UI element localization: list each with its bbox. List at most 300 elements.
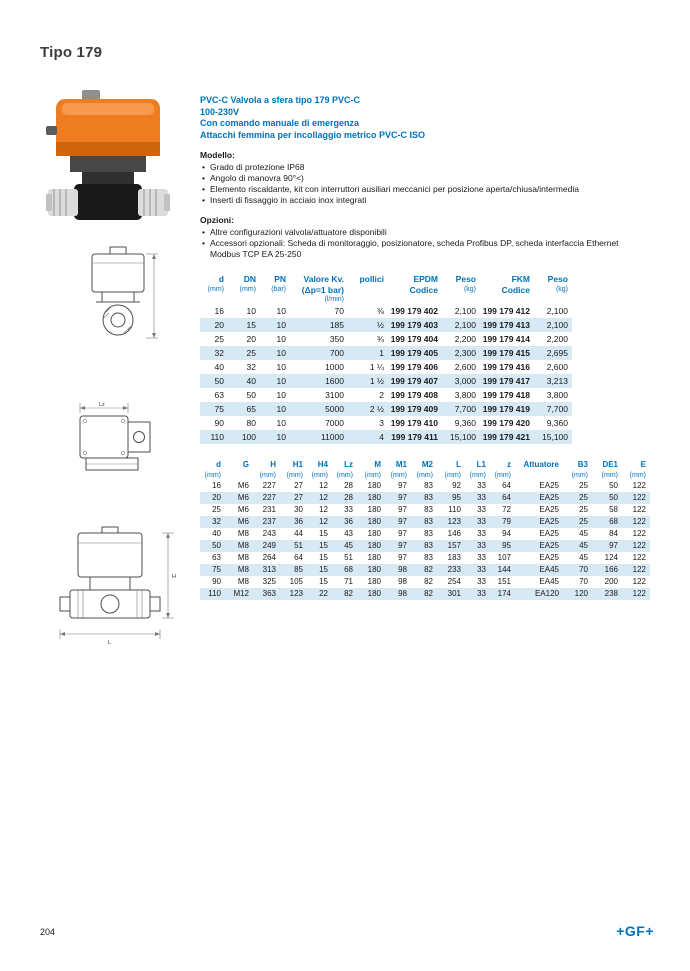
table-cell: 107 <box>497 553 511 562</box>
heading-line: Attacchi femmina per incollaggio metrico PVC-C ISO <box>200 129 426 140</box>
column-header: (mm) <box>469 471 486 479</box>
table-cell: 199 179 414 <box>482 334 530 344</box>
table-cell: 180 <box>367 565 381 574</box>
column-header <box>534 295 572 304</box>
table-cell: 124 <box>604 553 618 562</box>
table-cell: 45 <box>579 553 588 562</box>
table-cell: 199 179 404 <box>390 334 438 344</box>
column-header: pollici <box>359 274 384 284</box>
table-cell: 180 <box>367 517 381 526</box>
column-header <box>348 285 388 296</box>
table-cell: 33 <box>477 577 486 586</box>
table-cell: 110 <box>210 432 224 442</box>
product-heading <box>200 95 662 141</box>
table-cell: 63 <box>214 390 224 400</box>
table-cell: 122 <box>632 577 646 586</box>
column-header: (l/min) <box>324 296 344 303</box>
column-header: M <box>374 460 381 469</box>
bullet-item: • Inserti di fissaggio in acciaio inox integrati <box>200 195 640 206</box>
table-cell: 9,360 <box>546 418 568 428</box>
table-cell: 15,100 <box>542 432 568 442</box>
table-cell: 243 <box>262 529 276 538</box>
table-cell: 58 <box>609 505 618 514</box>
column-header <box>515 471 563 480</box>
table-cell: 122 <box>632 553 646 562</box>
table-cell: 199 179 421 <box>482 432 530 442</box>
table-cell: 45 <box>579 529 588 538</box>
table-cell: 3,800 <box>454 390 476 400</box>
table-row <box>200 564 650 576</box>
technical-drawing-front <box>84 246 162 344</box>
table-cell: ½ <box>376 320 384 330</box>
column-header: EPDM <box>413 274 438 284</box>
table-cell: 70 <box>334 306 344 316</box>
column-header: z <box>507 460 511 469</box>
table-cell: 350 <box>329 334 344 344</box>
table-cell: 45 <box>579 541 588 550</box>
table-cell: 146 <box>447 529 461 538</box>
page-number: 204 <box>40 927 56 937</box>
product-photo <box>46 90 170 240</box>
table-cell: 33 <box>477 589 486 598</box>
column-header <box>388 295 442 304</box>
table-cell: 180 <box>367 493 381 502</box>
table-cell: 98 <box>398 589 407 598</box>
table-cell: 25 <box>579 517 588 526</box>
table-cell: 75 <box>212 565 221 574</box>
table-cell: 22 <box>319 589 328 598</box>
table-cell: 33 <box>477 481 486 490</box>
table-cell: 199 179 418 <box>482 390 530 400</box>
table-cell: 95 <box>502 541 511 550</box>
table-cell: 7000 <box>325 418 344 428</box>
table-body <box>200 480 650 600</box>
column-header <box>442 295 480 304</box>
table-cell: 90 <box>214 418 224 428</box>
table-cell: 33 <box>344 505 353 514</box>
table-cell: EA25 <box>539 529 559 538</box>
spec-table-codes <box>200 274 572 444</box>
table-cell: 12 <box>319 493 328 502</box>
table-cell: 151 <box>497 577 511 586</box>
table-cell: 2,200 <box>454 334 476 344</box>
table-row <box>200 346 572 360</box>
table-cell: 4 <box>379 432 384 442</box>
table-cell: 231 <box>262 505 276 514</box>
table-cell: 84 <box>609 529 618 538</box>
table-cell: 15 <box>319 529 328 538</box>
table-row <box>200 388 572 402</box>
table-cell: 83 <box>424 517 433 526</box>
table-cell: 233 <box>447 565 461 574</box>
table-cell: 12 <box>319 505 328 514</box>
table-cell: 51 <box>294 541 303 550</box>
table-cell: 10 <box>276 320 286 330</box>
heading-line: 100-230V <box>200 106 240 117</box>
table-row <box>200 430 572 444</box>
table-cell: 43 <box>344 529 353 538</box>
table-row <box>200 416 572 430</box>
column-header: (mm) <box>571 471 588 479</box>
table-cell: 122 <box>632 505 646 514</box>
table-cell: 122 <box>632 541 646 550</box>
table-cell: 2,600 <box>454 362 476 372</box>
table-cell: 97 <box>398 517 407 526</box>
table-cell: M8 <box>237 577 249 586</box>
column-header: (mm) <box>629 471 646 479</box>
table-row <box>200 576 650 588</box>
table-row <box>200 332 572 346</box>
table-cell: 70 <box>579 577 588 586</box>
table-row <box>200 552 650 564</box>
table-cell: 25 <box>579 493 588 502</box>
table-cell: 20 <box>214 320 224 330</box>
table-cell: 199 179 405 <box>390 348 438 358</box>
table-cell: 254 <box>447 577 461 586</box>
table-cell: 36 <box>294 517 303 526</box>
modello-label: Modello: <box>200 150 235 160</box>
table-cell: 10 <box>276 306 286 316</box>
table-cell: 700 <box>329 348 344 358</box>
dim-label-l: L <box>108 640 112 646</box>
column-header <box>228 295 260 304</box>
table-cell: M8 <box>237 529 249 538</box>
table-cell: M6 <box>237 517 249 526</box>
table-cell: 15,100 <box>450 432 476 442</box>
table-cell: 25 <box>212 505 221 514</box>
table-cell: 2,100 <box>546 320 568 330</box>
table-row <box>200 374 572 388</box>
table-cell: 83 <box>424 505 433 514</box>
table-cell: 97 <box>609 541 618 550</box>
table-cell: 166 <box>604 565 618 574</box>
table-cell: 28 <box>344 493 353 502</box>
table-row <box>200 504 650 516</box>
table-cell: 83 <box>424 481 433 490</box>
table-cell: 33 <box>477 565 486 574</box>
table-cell: 33 <box>477 529 486 538</box>
table-cell: 199 179 420 <box>482 418 530 428</box>
table-cell: 199 179 406 <box>390 362 438 372</box>
table-cell: 25 <box>246 348 256 358</box>
table-cell: 72 <box>502 505 511 514</box>
table-cell: 180 <box>367 481 381 490</box>
column-header: (mm) <box>239 286 256 294</box>
table-cell: 123 <box>289 589 303 598</box>
table-cell: 98 <box>398 577 407 586</box>
table-row <box>200 528 650 540</box>
table-cell: 32 <box>212 517 221 526</box>
table-cell: 3,000 <box>454 376 476 386</box>
table-cell: M8 <box>237 541 249 550</box>
table-cell: 199 179 412 <box>482 306 530 316</box>
table-cell: 199 179 417 <box>482 376 530 386</box>
table-cell: M6 <box>237 481 249 490</box>
table-cell: 199 179 402 <box>390 306 438 316</box>
table-cell: 45 <box>344 541 353 550</box>
column-header: (mm) <box>601 471 618 479</box>
table-cell: EA25 <box>539 505 559 514</box>
column-header: (kg) <box>555 286 568 294</box>
table-cell: 28 <box>344 481 353 490</box>
table-cell: 40 <box>246 376 256 386</box>
table-cell: 313 <box>262 565 276 574</box>
table-cell: EA25 <box>539 553 559 562</box>
technical-drawing-dimensioned <box>56 526 182 658</box>
dim-label-h: H <box>172 574 176 580</box>
table-cell: 144 <box>497 565 511 574</box>
table-cell: EA25 <box>539 517 559 526</box>
table-row <box>200 492 650 504</box>
column-header: PN <box>274 274 286 284</box>
table-cell: 183 <box>447 553 461 562</box>
table-cell: EA25 <box>539 493 559 502</box>
table-cell: 15 <box>319 553 328 562</box>
table-cell: 1000 <box>325 362 344 372</box>
table-cell: 110 <box>448 505 461 514</box>
column-header: d <box>218 274 224 284</box>
table-cell: M6 <box>237 505 249 514</box>
column-header: d <box>216 460 221 469</box>
table-cell: 65 <box>246 404 256 414</box>
table-cell: 27 <box>294 493 303 502</box>
table-cell: 185 <box>329 320 344 330</box>
column-header: DN <box>243 274 256 284</box>
table-cell: 82 <box>424 577 433 586</box>
table-cell: 33 <box>477 553 486 562</box>
table-row <box>200 360 572 374</box>
table-cell: 95 <box>452 493 461 502</box>
table-cell: 3100 <box>325 390 344 400</box>
column-header: (mm) <box>204 471 221 479</box>
table-cell: 50 <box>609 481 618 490</box>
table-cell: 12 <box>319 517 328 526</box>
table-cell: 5000 <box>325 404 344 414</box>
column-header: DE1 <box>602 460 618 469</box>
table-cell: 50 <box>212 541 221 550</box>
table-cell: 7,700 <box>546 404 568 414</box>
table-cell: EA45 <box>539 565 559 574</box>
table-cell: 2,100 <box>454 306 476 316</box>
table-cell: 2 ½ <box>369 404 384 414</box>
table-cell: 199 179 407 <box>390 376 438 386</box>
table-cell: 10 <box>276 334 286 344</box>
table-cell: 199 179 409 <box>390 404 438 414</box>
table-body <box>200 304 572 444</box>
table-cell: 83 <box>424 529 433 538</box>
table-cell: 10 <box>276 390 286 400</box>
table-cell: 50 <box>609 493 618 502</box>
table-cell: 1 ¼ <box>369 362 384 372</box>
table-cell: EA120 <box>534 589 559 598</box>
table-cell: M8 <box>237 565 249 574</box>
table-cell: 97 <box>398 493 407 502</box>
column-header: Valore Kv. <box>303 274 344 284</box>
column-header: Codice <box>409 284 438 295</box>
column-header: L1 <box>476 460 486 469</box>
column-header <box>200 295 228 304</box>
table-cell: 110 <box>208 589 221 598</box>
table-cell: 25 <box>579 505 588 514</box>
table-cell: 1600 <box>325 376 344 386</box>
column-header <box>260 295 290 304</box>
column-header: Peso <box>547 274 568 284</box>
table-cell: 33 <box>477 541 486 550</box>
content-column <box>200 95 662 600</box>
table-cell: 180 <box>367 589 381 598</box>
column-header: Codice <box>501 284 530 295</box>
table-cell: 97 <box>398 553 407 562</box>
table-cell: 16 <box>214 306 224 316</box>
table-cell: 122 <box>632 589 646 598</box>
heading-line: PVC-C Valvola a sfera tipo 179 PVC-C <box>200 95 361 105</box>
table-cell: 50 <box>214 376 224 386</box>
table-cell: 68 <box>344 565 353 574</box>
dim-label-lz: Lz <box>99 402 105 408</box>
table-cell: 25 <box>214 334 224 344</box>
table-cell: 44 <box>294 529 303 538</box>
table-cell: 10 <box>276 432 286 442</box>
table-cell: 180 <box>367 577 381 586</box>
table-cell: 10 <box>276 376 286 386</box>
table-cell: 3,213 <box>546 376 568 386</box>
table-cell: 71 <box>344 577 353 586</box>
table-cell: 97 <box>398 529 407 538</box>
table-cell: 27 <box>294 481 303 490</box>
table-cell: 180 <box>367 529 381 538</box>
table-cell: 83 <box>424 553 433 562</box>
table-cell: 199 179 419 <box>482 404 530 414</box>
table-cell: 199 179 413 <box>482 320 530 330</box>
table-cell: 50 <box>246 390 256 400</box>
table-cell: 97 <box>398 481 407 490</box>
table-cell: M6 <box>237 493 249 502</box>
column-header <box>480 295 534 304</box>
bullet-item: • Accessori opzionali: Scheda di monitoraggio, posizionatore, scheda Profibus DP, scheda interfaccia Ethernet Modbus TCP EA 25-250 <box>200 238 640 260</box>
table-cell: 2,695 <box>546 348 568 358</box>
table-cell: 199 179 403 <box>390 320 438 330</box>
table-cell: 36 <box>344 517 353 526</box>
column-header: (kg) <box>463 286 476 294</box>
table-cell: 10 <box>276 418 286 428</box>
table-cell: 33 <box>477 517 486 526</box>
table-cell: 122 <box>632 565 646 574</box>
table-cell: EA25 <box>539 481 559 490</box>
table-cell: 51 <box>344 553 353 562</box>
spec-table-dimensions <box>200 460 650 600</box>
column-header: H <box>270 460 276 469</box>
column-header: FKM <box>511 274 530 284</box>
table-cell: 90 <box>212 577 221 586</box>
table-cell: 40 <box>214 362 224 372</box>
column-header: (mm) <box>364 471 381 479</box>
table-cell: 7,700 <box>454 404 476 414</box>
table-cell: 15 <box>246 320 256 330</box>
table-cell: 32 <box>246 362 256 372</box>
column-header: (mm) <box>286 471 303 479</box>
modello-list <box>200 162 662 206</box>
table-cell: 83 <box>424 493 433 502</box>
table-cell: 199 179 410 <box>390 418 438 428</box>
table-cell: EA25 <box>539 541 559 550</box>
table-cell: 82 <box>344 589 353 598</box>
column-header: (mm) <box>416 471 433 479</box>
column-header: E <box>640 460 646 469</box>
table-cell: 157 <box>447 541 461 550</box>
table-row <box>200 304 572 318</box>
table-cell: 301 <box>447 589 461 598</box>
table-row <box>200 588 650 600</box>
table-row <box>200 516 650 528</box>
table-cell: 98 <box>398 565 407 574</box>
bullet-item: • Elemento riscaldante, kit con interruttori ausiliari meccanici per posizione aperta/chiusa/intermedia <box>200 184 640 195</box>
table-cell: 16 <box>212 481 221 490</box>
table-row <box>200 540 650 552</box>
table-cell: 2,100 <box>546 306 568 316</box>
table-cell: 122 <box>632 517 646 526</box>
column-header: (mm) <box>311 471 328 479</box>
table-cell: 11000 <box>320 432 344 442</box>
column-header: (mm) <box>259 471 276 479</box>
column-header: (mm) <box>390 471 407 479</box>
table-cell: 199 179 408 <box>390 390 438 400</box>
table-cell: 2,300 <box>454 348 476 358</box>
opzioni-list <box>200 227 662 260</box>
table-cell: 264 <box>262 553 276 562</box>
table-cell: 97 <box>398 505 407 514</box>
table-cell: 227 <box>262 481 276 490</box>
table-cell: M12 <box>233 589 249 598</box>
table-cell: 64 <box>502 493 511 502</box>
table-cell: 75 <box>214 404 224 414</box>
table-cell: 15 <box>319 541 328 550</box>
technical-drawing-side <box>70 400 166 480</box>
table-cell: 30 <box>294 505 303 514</box>
table-cell: 199 179 416 <box>482 362 530 372</box>
table-cell: 82 <box>424 589 433 598</box>
table-cell: 12 <box>319 481 328 490</box>
column-header: Peso <box>455 274 476 284</box>
column-header: M1 <box>395 460 407 469</box>
column-header: (Δp=1 bar) <box>301 284 344 295</box>
column-header: H4 <box>317 460 328 469</box>
table-header <box>200 460 650 480</box>
table-cell: 97 <box>398 541 407 550</box>
table-cell: 64 <box>294 553 303 562</box>
table-cell: 363 <box>262 589 276 598</box>
table-cell: 2,100 <box>454 320 476 330</box>
column-header <box>348 295 388 304</box>
table-cell: 2,600 <box>546 362 568 372</box>
table-cell: 249 <box>262 541 276 550</box>
opzioni-label: Opzioni: <box>200 215 234 225</box>
table-cell: EA45 <box>539 577 559 586</box>
table-cell: 2 <box>379 390 384 400</box>
table-cell: 25 <box>579 481 588 490</box>
table-cell: 180 <box>367 505 381 514</box>
column-header: (bar) <box>271 286 286 294</box>
table-cell: 33 <box>477 493 486 502</box>
table-header <box>200 274 572 304</box>
table-cell: 1 ½ <box>369 376 384 386</box>
table-cell: 3 <box>379 418 384 428</box>
table-cell: 20 <box>246 334 256 344</box>
table-cell: 122 <box>632 481 646 490</box>
table-cell: ⅜ <box>376 306 384 316</box>
column-header: (mm) <box>494 471 511 479</box>
table-row <box>200 318 572 332</box>
bullet-item: • Altre configurazioni valvola/attuatore disponibili <box>200 227 640 238</box>
